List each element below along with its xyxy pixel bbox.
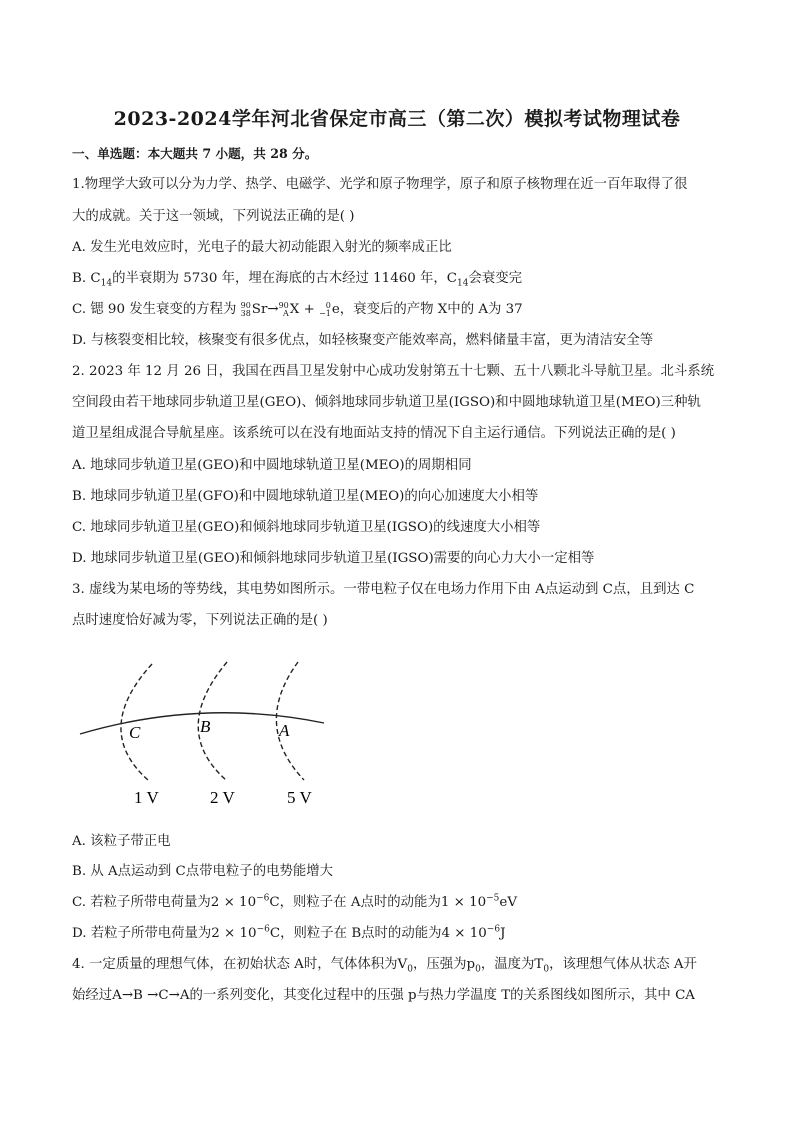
- x-mass-number: 90: [278, 300, 289, 310]
- q1-c-x: X +: [289, 302, 320, 317]
- q1-option-d: D. 与核裂变相比较，核聚变有很多优点，如轻核聚变产能效率高，燃料储量丰富，更为清洁安全等: [72, 333, 654, 348]
- q3-option-d: [72, 924, 732, 944]
- q3-c-exp2: −5: [486, 893, 500, 904]
- point-label-c: C: [129, 723, 141, 742]
- q3-c-exp: −6: [256, 893, 270, 904]
- section-heading: 一、单选题：本大题共 7 小题，共 28 分。: [72, 146, 318, 161]
- q4-l1-pre: 4. 一定质量的理想气体，在初始状态 A时，气体体积为V: [72, 957, 408, 972]
- q1-b-sub: 14: [100, 278, 113, 289]
- q1-c-sr: Sr→: [251, 302, 279, 317]
- q1-b-pre: B. C: [72, 271, 101, 286]
- equipotential-figure: [72, 650, 342, 815]
- potential-label-5v: 5 V: [287, 788, 312, 807]
- q3-option-c: [72, 893, 732, 913]
- q1-option-a: A. 发生光电效应时，光电子的最大初动能跟入射光的频率成正比: [72, 240, 452, 255]
- q4-l1-post: ，该理想气体从状态 A开: [549, 957, 697, 972]
- q4-stem-line1: [72, 955, 732, 975]
- q2-option-d: D. 地球同步轨道卫星(GEO)和倾斜地球同步轨道卫星(IGSO)需要的向心力大小一定相等: [72, 551, 595, 566]
- q3-option-a: A. 该粒子带正电: [72, 834, 171, 849]
- potential-label-2v: 2 V: [210, 788, 235, 807]
- q3-d-exp2: −6: [486, 924, 501, 935]
- q3-d-pre: D. 若粒子所带电荷量为2 × 10: [72, 926, 257, 941]
- q4-v0-sub: 0: [407, 964, 413, 975]
- potential-label-1v: 1 V: [134, 788, 159, 807]
- q2-stem-line2: 空间段由若干地球同步轨道卫星(GEO)、倾斜地球同步轨道卫星(IGSO)和中圆地球轨道卫星(MEO)三种轨: [72, 395, 701, 410]
- q3-stem-line2: 点时速度恰好减为零，下列说法正确的是( ): [72, 613, 328, 628]
- q3-c-mid: C，则粒子在 A点时的动能为1 × 10: [269, 895, 487, 910]
- q4-p0-sub: 0: [475, 964, 481, 975]
- q3-d-post: J: [500, 926, 506, 941]
- q2-stem-line1: 2. 2023 年 12 月 26 日，我国在西昌卫星发射中心成功发射第五十七颗、五十八颗北斗导航卫星。北斗系统: [72, 364, 715, 379]
- q1-c-post: e，衰变后的产物 X中的 A为 37: [331, 302, 523, 317]
- q2-option-b: B. 地球同步轨道卫星(GFO)和中圆地球轨道卫星(MEO)的向心加速度大小相等: [72, 489, 539, 504]
- q1-stem-line1: 1.物理学大致可以分为力学、热学、电磁学、光学和原子物理学，原子和原子核物理在近一百年取得了很: [72, 177, 688, 192]
- e-charge-number: −1: [319, 308, 331, 318]
- x-nuclide-numbers: [279, 302, 289, 318]
- q3-c-pre: C. 若粒子所带电荷量为2 × 10: [72, 895, 257, 910]
- point-label-a: A: [279, 721, 290, 740]
- q2-option-c: C. 地球同步轨道卫星(GEO)和倾斜地球同步轨道卫星(IGSO)的线速度大小相等: [72, 520, 541, 535]
- q4-l1-m2: ，温度为T: [480, 957, 544, 972]
- sr-mass-number: 90: [240, 300, 251, 310]
- sr-nuclide-numbers: [241, 302, 251, 318]
- page-title: 2023-2024学年河北省保定市高三（第二次）模拟考试物理试卷: [113, 108, 681, 130]
- x-atomic-number: A: [283, 308, 289, 318]
- e-particle-numbers: [319, 302, 331, 318]
- q1-stem-line2: 大的成就。关于这一领域，下列说法正确的是( ): [72, 209, 355, 224]
- q2-stem-line3: 道卫星组成混合导航星座。该系统可以在没有地面站支持的情况下自主运行通信。下列说法正确的是( ): [72, 426, 676, 441]
- point-label-b: B: [200, 717, 211, 736]
- q4-t0-sub: 0: [543, 964, 550, 975]
- q3-d-exp: −6: [256, 924, 270, 935]
- q2-option-a: A. 地球同步轨道卫星(GEO)和中圆地球轨道卫星(MEO)的周期相同: [72, 458, 472, 473]
- sr-atomic-number: 38: [240, 308, 251, 318]
- q4-stem-line2: 始经过A→B →C→A的一系列变化，其变化过程中的压强 p与热力学温度 T的关系图线如图所示，其中 CA: [72, 988, 695, 1003]
- e-mass-number: 0: [325, 300, 331, 310]
- q3-option-b: B. 从 A点运动到 C点带电粒子的电势能增大: [72, 864, 334, 879]
- q1-b-post: 会衰变完: [468, 271, 523, 286]
- q1-c-pre: C. 锶 90 发生衰变的方程为: [72, 302, 241, 317]
- q1-b-mid: 的半衰期为 5730 年，埋在海底的古木经过 11460 年，C: [112, 271, 458, 286]
- q4-l1-m1: ，压强为p: [412, 957, 476, 972]
- q3-d-mid: C，则粒子在 B点时的动能为4 × 10: [269, 926, 487, 941]
- q1-option-b: [72, 269, 732, 289]
- q1-option-c: [72, 300, 732, 320]
- q1-b-sub2: 14: [457, 278, 469, 289]
- q3-c-post: eV: [499, 895, 518, 910]
- q3-stem-line1: 3. 虚线为某电场的等势线，其电势如图所示。一带电粒子仅在电场力作用下由 A点运动到 C点，且到达 C: [72, 582, 695, 597]
